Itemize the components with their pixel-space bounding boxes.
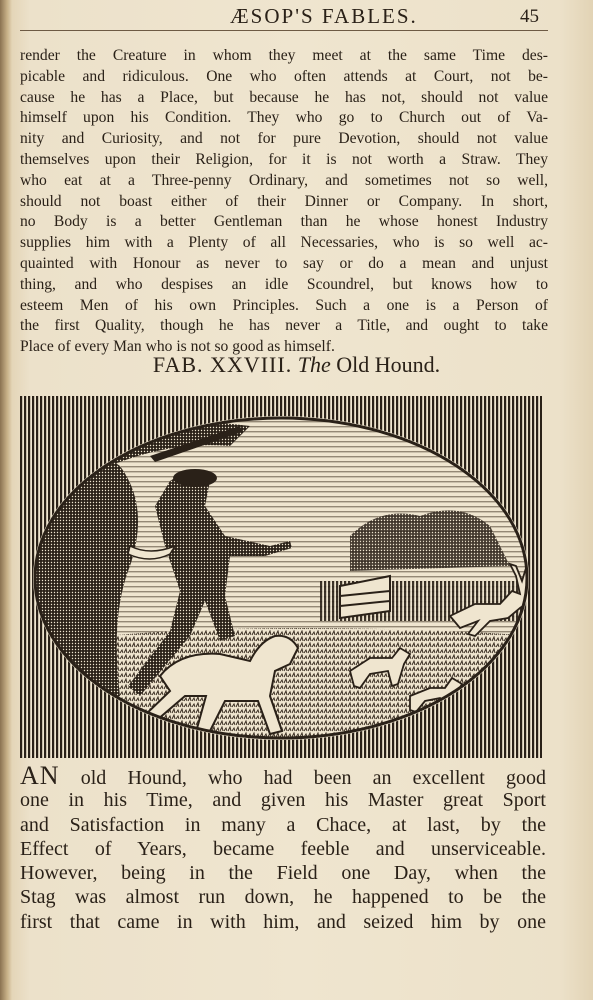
fable-title: Old Hound. (336, 352, 441, 377)
text-line: However, being in the Field one Day, when the (20, 862, 546, 885)
text-line: Stag was almost run down, he happened to be the (20, 886, 546, 909)
woodcut-illustration (20, 396, 542, 758)
body-text-bottom (20, 761, 546, 934)
text-line (20, 761, 546, 790)
text-line: nity and Curiosity, and not for pure Devotion, should not value (20, 130, 548, 148)
text-line: quainted with Honour as never to say or do a mean and unjust (20, 254, 548, 272)
text-line: himself upon his Condition. They who go to Church out of Va- (20, 109, 548, 127)
text-line: Place of every Man who is not so good as himself. (20, 338, 335, 356)
text-line: cause he has a Place, but because he has not, should not value (20, 88, 548, 106)
first-line-text: old Hound, who had been an excellent good (80, 767, 546, 789)
fable-heading (0, 352, 593, 378)
page-number: 45 (520, 6, 539, 27)
text-line: themselves upon their Religion, for it is not worth a Straw. They (20, 150, 548, 168)
text-line: the first Quality, though he has never a Title, and ought to take (20, 317, 548, 335)
woodcut-hunter-hound-stag-icon (20, 396, 542, 758)
page-gutter-shadow (0, 0, 12, 1000)
text-line: picable and ridiculous. One who often attends at Court, not be- (20, 67, 548, 85)
text-line: should not boast either of their Dinner or Company. In short, (20, 192, 548, 210)
drop-cap: AN (20, 761, 60, 790)
fable-number: FAB. XXVIII. (152, 352, 293, 377)
text-line: Effect of Years, became feeble and unserviceable. (20, 837, 546, 860)
running-head (0, 4, 593, 30)
text-line: esteem Men of his own Principles. Such a one is a Person of (20, 296, 548, 314)
text-line: thing, and who despises an idle Scoundrel, but knows how to (20, 275, 548, 293)
text-line: first that came in with him, and seized him by one (20, 910, 546, 933)
header-rule (20, 30, 548, 31)
text-line: and Satisfaction in many a Chace, at last, by the (20, 813, 546, 836)
text-line: supplies him with a Plenty of all Necessaries, who is so well ac- (20, 234, 548, 252)
running-title: ÆSOP'S FABLES. (230, 4, 418, 28)
fable-article: The (297, 352, 331, 377)
text-line: who eat at a Three-penny Ordinary, and sometimes not so well, (20, 171, 548, 189)
text-line: no Body is a better Gentleman than he whose honest Industry (20, 213, 548, 231)
text-line: render the Creature in whom they meet at the same Time des- (20, 47, 548, 64)
body-text-top (20, 46, 548, 358)
text-line: one in his Time, and given his Master great Sport (20, 789, 546, 812)
